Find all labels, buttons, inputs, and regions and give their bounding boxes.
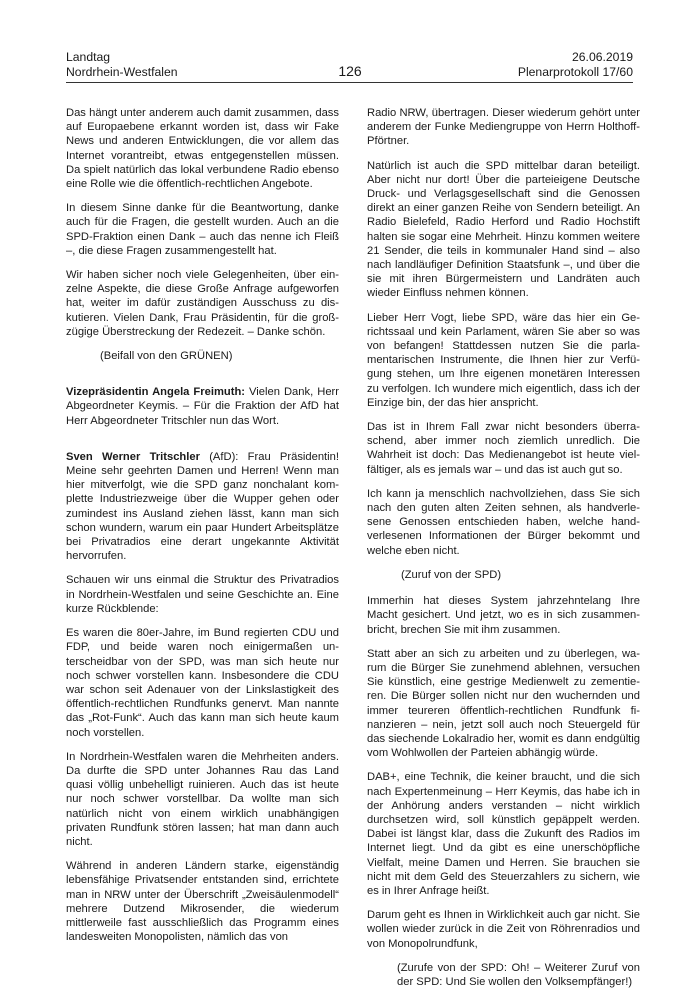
paragraph: Es waren die 80er-Jahre, im Bund regierten CDU und FDP, und beide waren noch einigermaßen unterscheidbar von der SPD, was man sich heute nur noch schwer vorstellen kann. Insbesondere die CDU war schon seit Adenauer von der Linkslastigkeit des öffentlich-rechtlichen Rundfunks genervt. Man nannte das „Rot-Funk“. Auch das kann man sich heute kaum noch vorstellen. [66, 627, 339, 739]
chair-statement [66, 385, 339, 428]
paragraph: Immerhin hat dieses System jahrzehntelang Ihre Macht gesichert. Und jetzt, wo es in sich zusammenbricht, brechen Sie mit ihm zusammen. [367, 595, 640, 636]
paragraph: Statt aber an sich zu arbeiten und zu überlegen, warum die Bürger Sie zunehmend ablehnen, versuchen Sie künstlich, eine gestrige Medienwelt zu zementieren. Die Bürger sollen nicht nur den wuchernden und immer teureren öffentlich-rechtlichen Rundfunk finanzieren – nein, jetzt soll auch noch Steuergeld für das siechende Lokalradio her, womit es dann endgültig vom Wohlwollen der Parteien abhängig würde. [367, 647, 640, 760]
paragraph: Lieber Herr Vogt, liebe SPD, wäre das hier ein Gerichtssaal und kein Parlament, wären Sie aber so was von befangen! Stattdessen nutzen Sie die parlamentarischen Instrumente, die Ihnen hier zur Verfügung stehen, um Ihre eigenen monetären Interessen zu verfolgen. Ich wundere mich eigentlich, dass ich der Einzige bin, der das hier anspricht. [367, 311, 640, 409]
right-column [367, 106, 640, 999]
speaker-name: Sven Werner Tritschler [66, 450, 200, 463]
header-parliament: Landtag [66, 50, 111, 64]
paragraph: Während in anderen Ländern starke, eigenständig lebensfähige Privatsender entstanden sind, errichtete man in NRW unter der Überschrift „Zweisäulenmodell“ mehrere Dutzend Mikrosender, die wiederum mittlerweile fast ausschließlich das Programm eines landesweiten Monopolisten, nämlich das von [66, 860, 339, 944]
header-right [518, 50, 633, 80]
paragraph: Ich kann ja menschlich nachvollziehen, dass Sie sich nach den guten alten Zeiten sehnen, als handverlesene Genossen entschieden haben, welche handverlesenen Informationen der Bürger bekommt und welche eben nicht. [367, 487, 640, 557]
header-state: Nordrhein-Westfalen [66, 65, 178, 79]
header-rule [66, 82, 633, 83]
paragraph: Darum geht es Ihnen in Wirklichkeit auch gar nicht. Sie wollen wieder zurück in die Zeit von Röhrenradios und von Monopolrundfunk, [367, 909, 640, 950]
interjection-note: (Zuruf von der SPD) [401, 568, 502, 581]
applause-note: (Beifall von den GRÜNEN) [100, 350, 233, 363]
paragraph: Wir haben sicher noch viele Gelegenheiten, über einzelne Aspekte, die diese Große Anfrage aufgeworfen hat, weiter im dafür zuständigen Ausschuss zu diskutieren. Vielen Dank, Frau Präsidentin, für die großzügige Überstreckung der Redezeit. – Danke schön. [66, 269, 339, 338]
chair-name: Vizepräsidentin Angela Freimuth: [66, 386, 246, 399]
paragraph: In diesem Sinne danke für die Beantwortung, danke auch für die Fragen, die gestellt wurden. Auch an die SPD-Fraktion einen Dank – auch das nenne ich Fleiß –, die diese Fragen zusammengestellt hat. [66, 202, 339, 257]
header-date: 26.06.2019 [572, 50, 633, 64]
page-number: 126 [338, 63, 362, 79]
chair-text: Vielen Dank, Herr Abgeordneter Keymis. – Für die Fraktion der AfD hat Herr Abgeordneter Tritschler nun das Wort. [66, 386, 339, 427]
paragraph: Schauen wir uns einmal die Struktur des Privatradios in Nordrhein-Westfalen und seine Geschichte an. Eine kurze Rückblende: [66, 574, 339, 615]
paragraph: Das ist in Ihrem Fall zwar nicht besonders überraschend, aber immer noch ziemlich unredlich. Die Wahrheit ist doch: Das Medienangebot ist heute vielfältiger, als es jemals war – und das ist auch gut so. [367, 421, 640, 476]
paragraph: DAB+, eine Technik, die keiner braucht, und die sich nach Expertenmeinung – Herr Keymis, das habe ich in der Anhörung anders verstanden – nicht wirklich durchsetzen wird, soll künstlich gepäppelt werden. Dabei ist längst klar, dass die Zukunft des Radios im Internet liegt. Und da gibt es eine unerschöpfliche Vielfalt, meine Damen und Herren. Sie brauchen sie nicht mit dem Geld des Steuerzahlers zu sichern, wie es in Ihrer Anfrage heißt. [367, 771, 640, 897]
speaker-statement [66, 450, 339, 564]
header-protocol-id: Plenarprotokoll 17/60 [517, 65, 633, 79]
paragraph: Natürlich ist auch die SPD mittelbar daran beteiligt. Aber nicht nur dort! Über die parteieigene Deutsche Druck- und Verlagsgesellschaft sind die Genossen direkt an einer ganzen Reihe von Sendern beteiligt. An Radio Bielefeld, Radio Herford und Radio Hochstift halten sie sogar eine Mehrheit. Hinzu kommen weitere 21 Sender, die teils in kommunaler Hand sind – also nach landläufiger Definition Staatsfunk –, und über die sie mit ihren Bürgermeistern und Landräten auch wieder Einfluss nehmen können. [367, 159, 640, 300]
left-column [66, 106, 339, 954]
speaker-party: (AfD): [199, 450, 248, 463]
speaker-text: Frau Präsidentin! Meine sehr geehrten Damen und Herren! Wenn man hier mitverfolgt, wie die SPD ganz nonchalant komplette Industriezweige über die Wupper gehen oder zumindest ins Ausland ziehen lässt, kann man sich schon wundern, warum ein paar Hundert Arbeitsplätze bei Privatradios eine derart ungekannte Aktivität hervorrufen. [66, 450, 339, 563]
interjection-note: (Zurufe von der SPD: Oh! – Weiterer Zuruf von der SPD: Und Sie wollen den Volksempfänger!) [397, 961, 640, 988]
paragraph: In Nordrhein-Westfalen waren die Mehrheiten anders. Da durfte die SPD unter Johannes Rau das Land quasi völlig unbehelligt ruinieren. Auch das ist heute nur noch schwer vorstellbar. Da wollte man sich natürlich nicht von einem wirklich unabhängigen privaten Rundfunk stören lassen; hat man dann auch nicht. [66, 750, 339, 848]
paragraph: Radio NRW, übertragen. Dieser wiederum gehört unter anderem der Funke Mediengruppe von Herrn Holthoff-Pförtner. [367, 107, 640, 148]
paragraph: Das hängt unter anderem auch damit zusammen, dass auf Europaebene erkannt worden ist, dass wir Fake News und anderen Entwicklungen, die vor allem das Internet vorantreibt, etwas entgegenstellen müssen. Da spielt natürlich das lokal verbundene Radio ebenso eine Rolle wie die öffentlich-rechtlichen Angebote. [66, 107, 339, 191]
